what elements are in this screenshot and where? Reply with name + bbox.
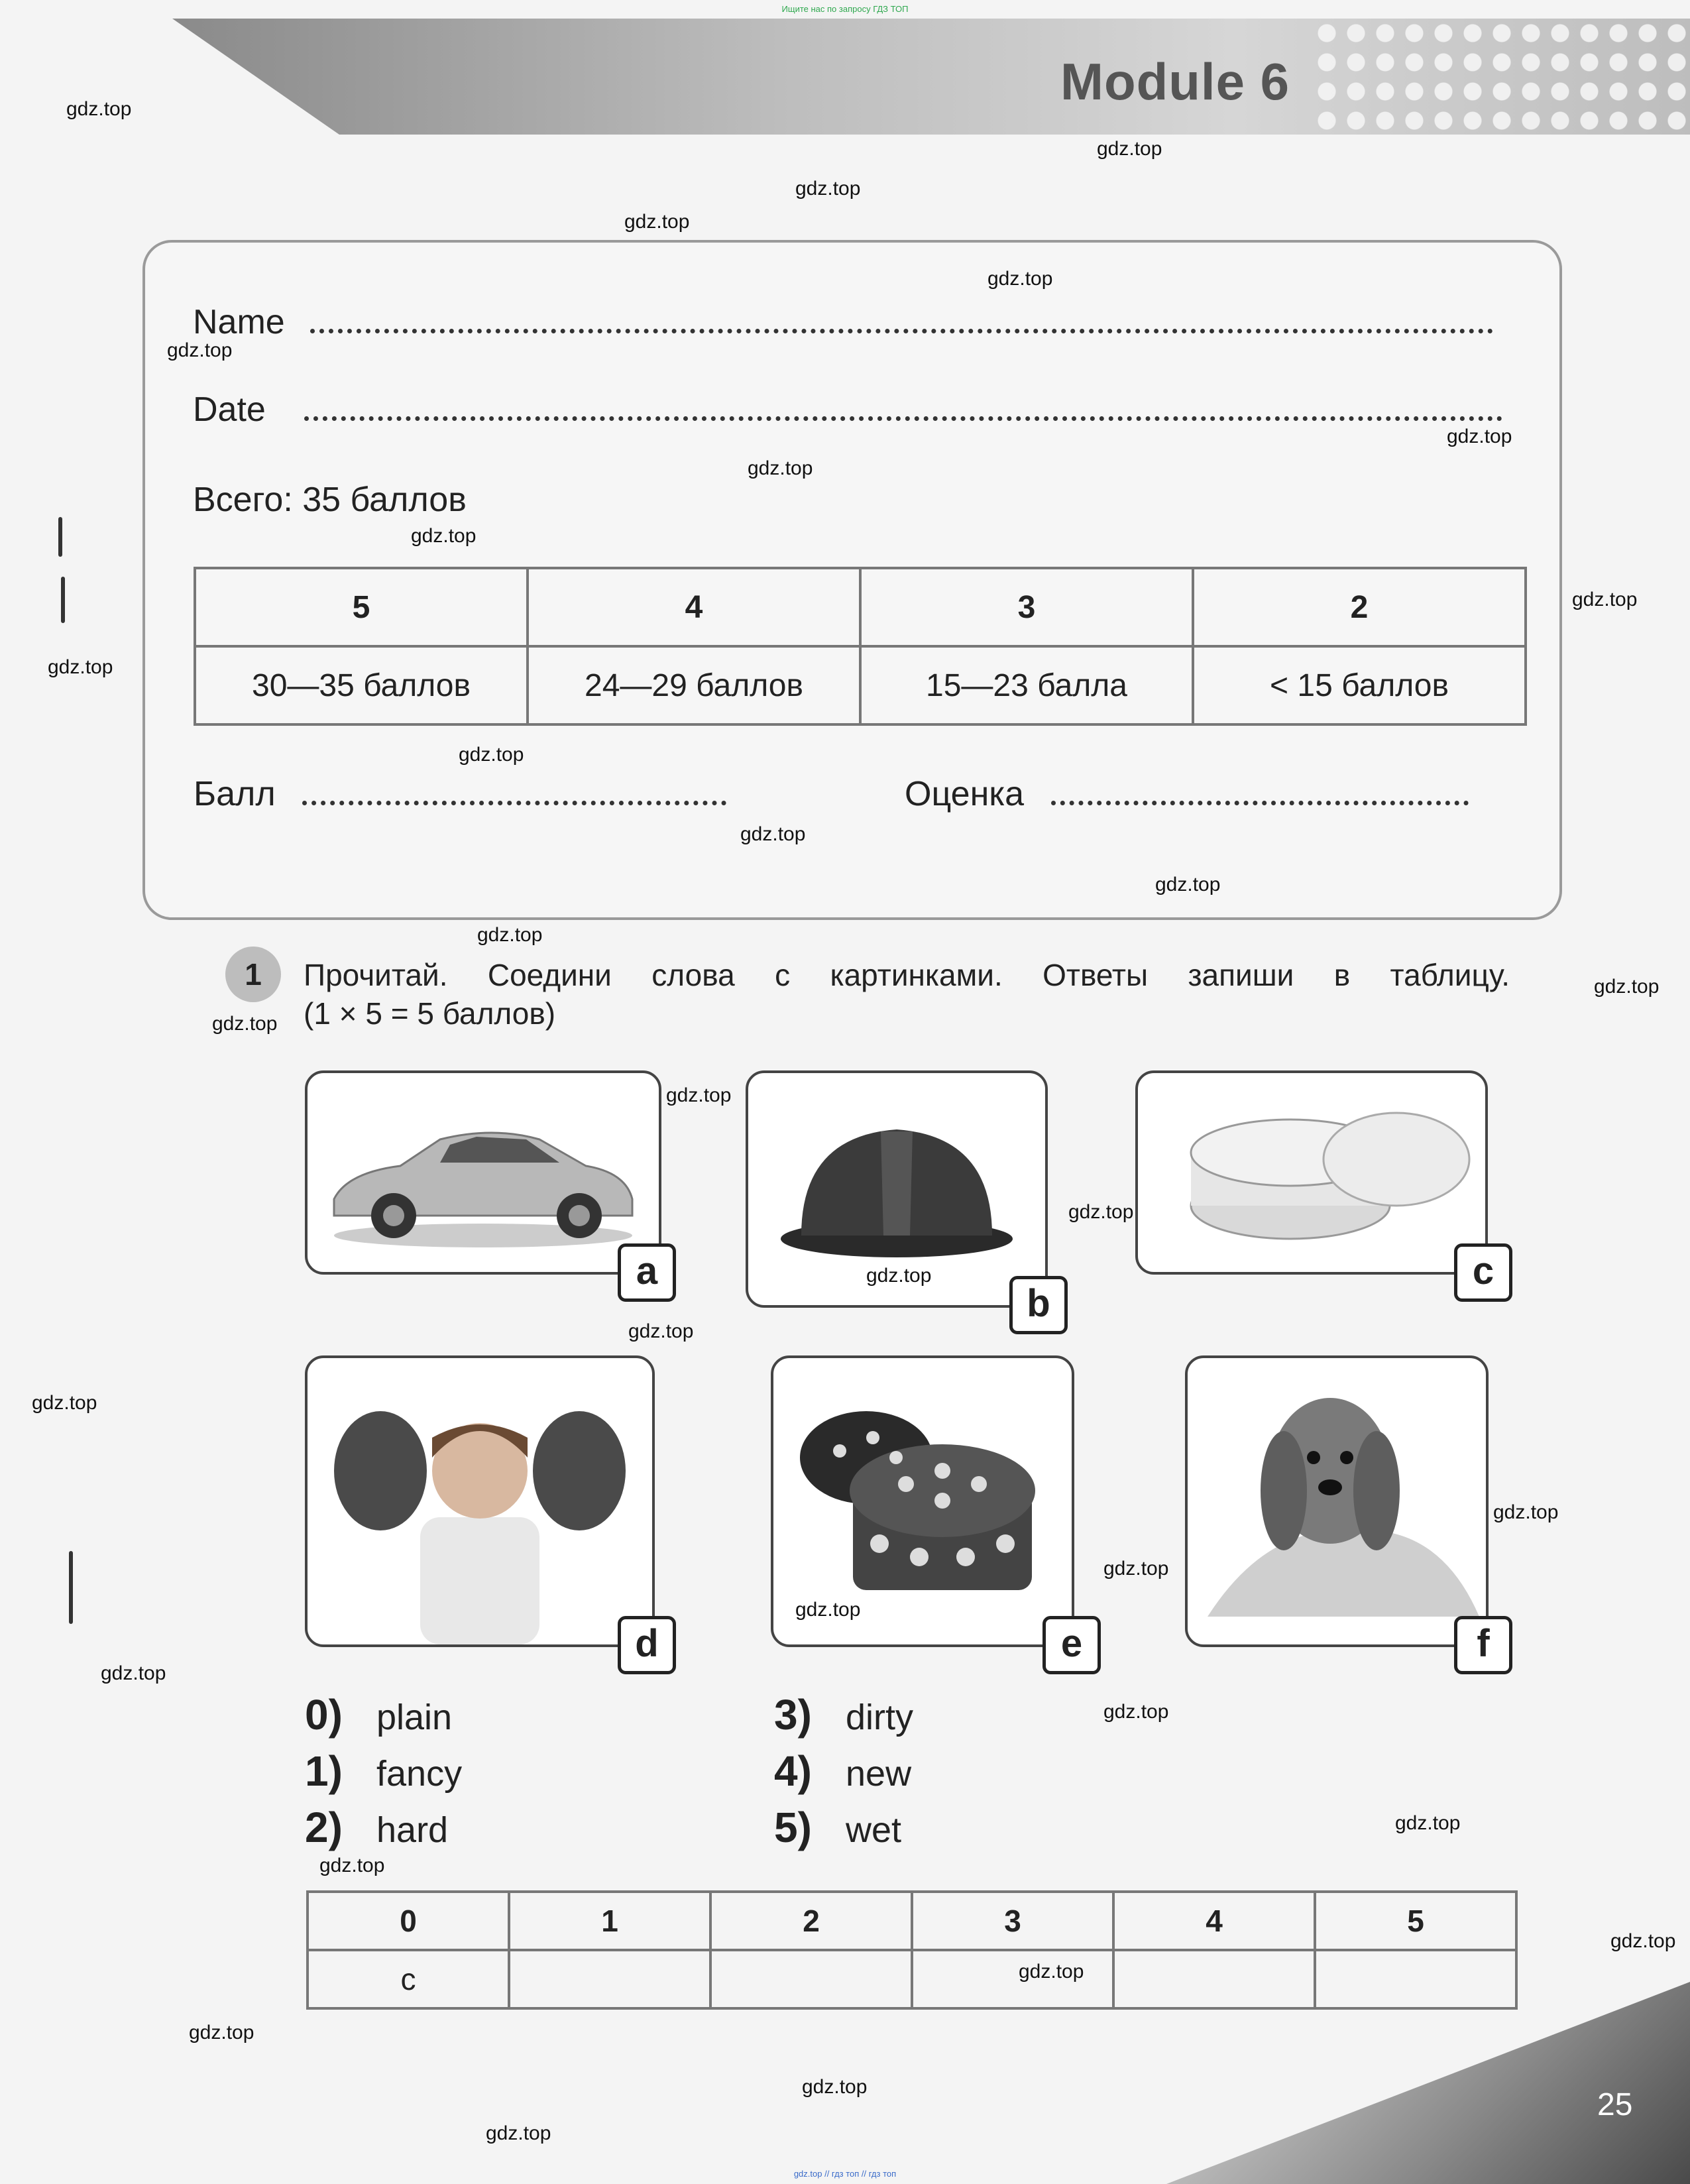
grade-2: 2 <box>1193 568 1526 646</box>
answer-header: 3 <box>912 1892 1113 1950</box>
watermark: gdz.top <box>1447 426 1512 447</box>
round-box-photo-icon <box>1138 1073 1485 1272</box>
grade-table <box>194 567 1527 726</box>
answer-cell[interactable]: c <box>308 1950 509 2008</box>
watermark: gdz.top <box>1594 976 1660 998</box>
watermark: gdz.top <box>1097 138 1162 160</box>
word-text: new <box>846 1754 912 1794</box>
watermark: gdz.top <box>66 98 132 120</box>
word-item <box>305 1747 462 1796</box>
word-number: 2) <box>305 1804 343 1851</box>
answer-header: 0 <box>308 1892 509 1950</box>
watermark: gdz.top <box>795 178 861 200</box>
exercise-instruction: Прочитай. Соедини слова с картинками. Ответы запиши в таблицу. <box>304 958 1510 992</box>
picture-car[interactable] <box>305 1070 661 1275</box>
dirty-hands-child-photo-icon <box>308 1358 652 1644</box>
watermark: gdz.top <box>1019 1961 1084 1983</box>
banner-dot-pattern <box>1312 19 1690 135</box>
page-number: 25 <box>1597 2087 1633 2122</box>
car-photo-icon <box>308 1073 659 1272</box>
score-label: Балл <box>194 775 276 813</box>
binder-mark <box>69 1551 73 1624</box>
picture-round-box[interactable] <box>1135 1070 1488 1275</box>
watermark: gdz.top <box>486 2122 551 2144</box>
watermark: gdz.top <box>212 1013 278 1035</box>
picture-letter-a: a <box>618 1243 676 1302</box>
picture-wet-dog[interactable] <box>1185 1355 1489 1647</box>
watermark: gdz.top <box>987 268 1053 290</box>
watermark: gdz.top <box>1572 589 1638 610</box>
exercise-points: (1 × 5 = 5 баллов) <box>304 996 556 1031</box>
picture-dirty-hands[interactable] <box>305 1355 655 1647</box>
answer-cell[interactable] <box>1113 1950 1315 2008</box>
date-field[interactable] <box>304 416 1502 421</box>
score-row <box>194 774 726 814</box>
mark-row <box>905 774 1469 814</box>
answer-cell[interactable] <box>1315 1950 1516 2008</box>
answer-header: 4 <box>1113 1892 1315 1950</box>
range-4: 24—29 баллов <box>528 646 860 724</box>
date-row <box>193 390 1502 430</box>
name-row <box>193 302 1493 342</box>
wet-dog-photo-icon <box>1188 1358 1486 1644</box>
score-field[interactable] <box>302 801 726 805</box>
word-text: wet <box>846 1810 902 1850</box>
picture-letter-c: c <box>1454 1243 1512 1302</box>
picture-letter-d: d <box>618 1616 676 1674</box>
exercise-number: 1 <box>225 947 281 1002</box>
word-text: dirty <box>846 1697 914 1737</box>
word-item <box>305 1690 452 1739</box>
watermark: gdz.top <box>795 1599 861 1621</box>
name-field[interactable] <box>310 329 1493 333</box>
watermark: gdz.top <box>189 2022 254 2043</box>
word-text: plain <box>376 1697 453 1737</box>
watermark: gdz.top <box>32 1392 97 1414</box>
answer-cell[interactable] <box>710 1950 912 2008</box>
watermark: gdz.top <box>459 744 524 766</box>
answer-header: 1 <box>509 1892 710 1950</box>
watermark: gdz.top <box>1493 1501 1559 1523</box>
watermark: gdz.top <box>167 339 233 361</box>
word-number: 4) <box>774 1747 812 1795</box>
answer-header: 5 <box>1315 1892 1516 1950</box>
watermark: gdz.top <box>1103 1558 1169 1580</box>
word-item <box>305 1803 448 1852</box>
word-item <box>774 1803 901 1852</box>
total-points: Всего: 35 баллов <box>193 481 467 519</box>
watermark: gdz.top <box>1103 1701 1169 1723</box>
word-text: fancy <box>376 1754 463 1794</box>
range-2: < 15 баллов <box>1193 646 1526 724</box>
word-text: hard <box>376 1810 449 1850</box>
watermark: gdz.top <box>1610 1930 1676 1952</box>
range-3: 15—23 балла <box>860 646 1193 724</box>
watermark: gdz.top <box>628 1320 694 1342</box>
bottom-note: gdz.top // гдз топ // гдз топ <box>793 2169 897 2179</box>
watermark: gdz.top <box>101 1662 166 1684</box>
word-number: 5) <box>774 1804 812 1851</box>
mark-label: Оценка <box>905 775 1025 813</box>
watermark: gdz.top <box>411 525 477 547</box>
corner-decoration <box>1166 1982 1690 2184</box>
watermark: gdz.top <box>802 2076 868 2098</box>
watermark: gdz.top <box>48 656 113 678</box>
word-number: 1) <box>305 1747 343 1795</box>
module-title: Module 6 <box>1060 52 1290 111</box>
top-note: Ищите нас по запросу ГДЗ ТОП <box>781 4 909 14</box>
answer-table <box>306 1890 1518 2010</box>
watermark: gdz.top <box>666 1084 732 1106</box>
picture-letter-b: b <box>1009 1276 1068 1334</box>
watermark: gdz.top <box>1068 1201 1134 1223</box>
binder-mark <box>58 517 62 557</box>
watermark: gdz.top <box>740 823 806 845</box>
grade-3: 3 <box>860 568 1193 646</box>
watermark: gdz.top <box>1395 1812 1461 1834</box>
answer-header: 2 <box>710 1892 912 1950</box>
date-label: Date <box>193 390 266 429</box>
grade-4: 4 <box>528 568 860 646</box>
mark-field[interactable] <box>1051 801 1469 805</box>
range-5: 30—35 баллов <box>195 646 528 724</box>
picture-letter-f: f <box>1454 1616 1512 1674</box>
watermark: gdz.top <box>624 211 690 233</box>
binder-mark <box>61 577 65 623</box>
watermark: gdz.top <box>477 924 543 946</box>
word-item <box>774 1747 911 1796</box>
watermark: gdz.top <box>319 1855 385 1876</box>
watermark: gdz.top <box>748 457 813 479</box>
picture-letter-e: e <box>1042 1616 1101 1674</box>
watermark: gdz.top <box>1155 874 1221 895</box>
name-label: Name <box>193 303 285 341</box>
answer-cell[interactable] <box>509 1950 710 2008</box>
word-number: 3) <box>774 1691 812 1739</box>
watermark: gdz.top <box>866 1265 932 1287</box>
word-item <box>774 1690 913 1739</box>
word-number: 0) <box>305 1691 343 1739</box>
grade-5: 5 <box>195 568 528 646</box>
